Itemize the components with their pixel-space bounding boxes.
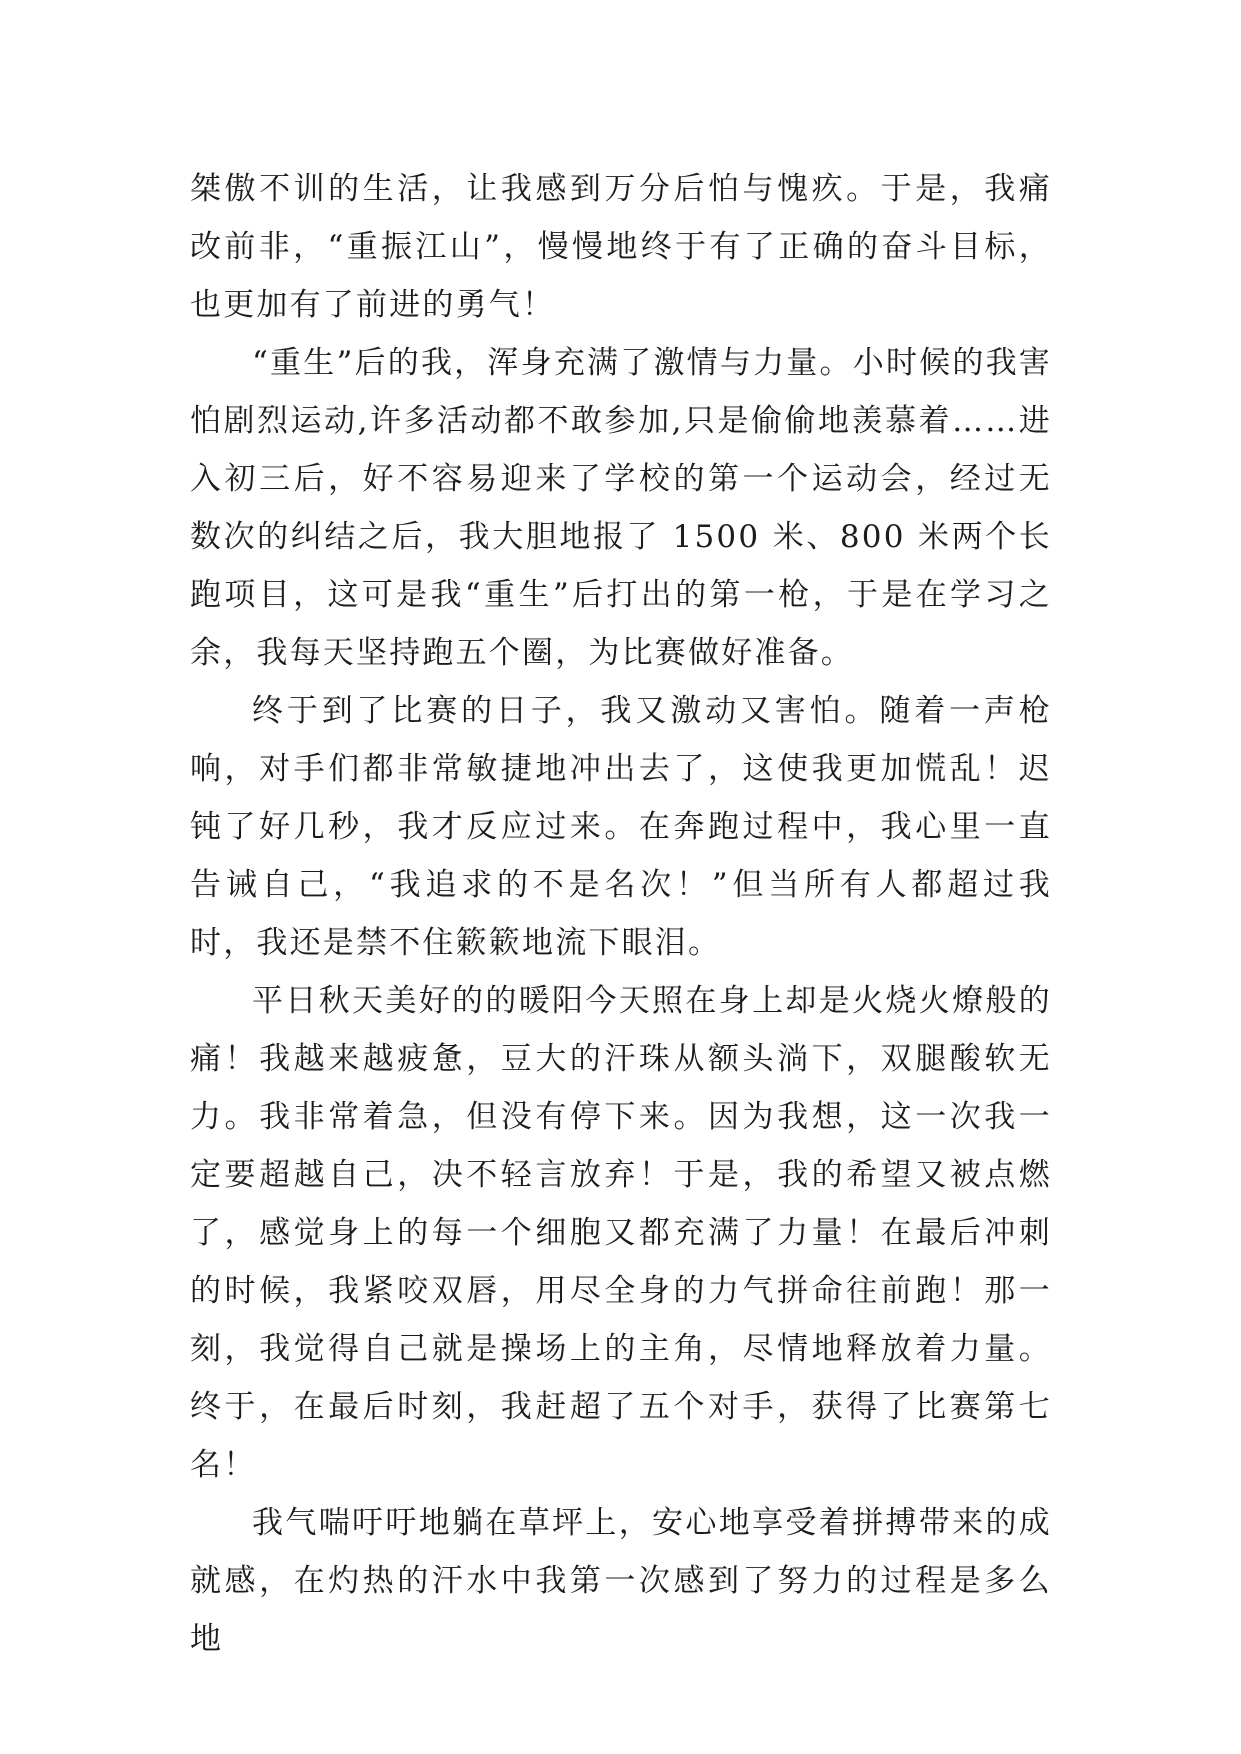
paragraph-continuation: 桀傲不训的生活，让我感到万分后怕与愧疚。于是，我痛改前非，“重振江山”，慢慢地终于有了正确的奋斗目标，也更加有了前进的勇气！ — [190, 171, 1052, 323]
paragraph-rebirth: “重生”后的我，浑身充满了激情与力量。小时候的我害怕剧烈运动,许多活动都不敢参加,只是偷偷地羡慕着……进入初三后，好不容易迎来了学校的第一个运动会，经过无数次的纠结之后，我大胆地报了 1500 米、800 米两个长跑项目，这可是我“重生”后打出的第一枪，于是在学习之余，我每天坚持跑五个圈，为比赛做好准备。 — [190, 345, 1052, 671]
document-body — [190, 160, 1052, 1668]
paragraph-race-finish: 平日秋天美好的的暖阳今天照在身上却是火烧火燎般的痛！我越来越疲惫，豆大的汗珠从额头淌下，双腿酸软无力。我非常着急，但没有停下来。因为我想，这一次我一定要超越自己，决不轻言放弃！于是，我的希望又被点燃了，感觉身上的每一个细胞又都充满了力量！在最后冲刺的时候，我紧咬双唇，用尽全身的力气拼命往前跑！那一刻，我觉得自己就是操场上的主角，尽情地释放着力量。终于，在最后时刻，我赶超了五个对手，获得了比赛第七名！ — [190, 983, 1052, 1483]
paragraph-race-start: 终于到了比赛的日子，我又激动又害怕。随着一声枪响，对手们都非常敏捷地冲出去了，这使我更加慌乱！迟钝了好几秒，我才反应过来。在奔跑过程中，我心里一直告诫自己，“我追求的不是名次！”但当所有人都超过我时，我还是禁不住簌簌地流下眼泪。 — [190, 693, 1052, 961]
paragraph-aftermath: 我气喘吁吁地躺在草坪上，安心地享受着拼搏带来的成就感，在灼热的汗水中我第一次感到了努力的过程是多么地 — [190, 1505, 1052, 1657]
